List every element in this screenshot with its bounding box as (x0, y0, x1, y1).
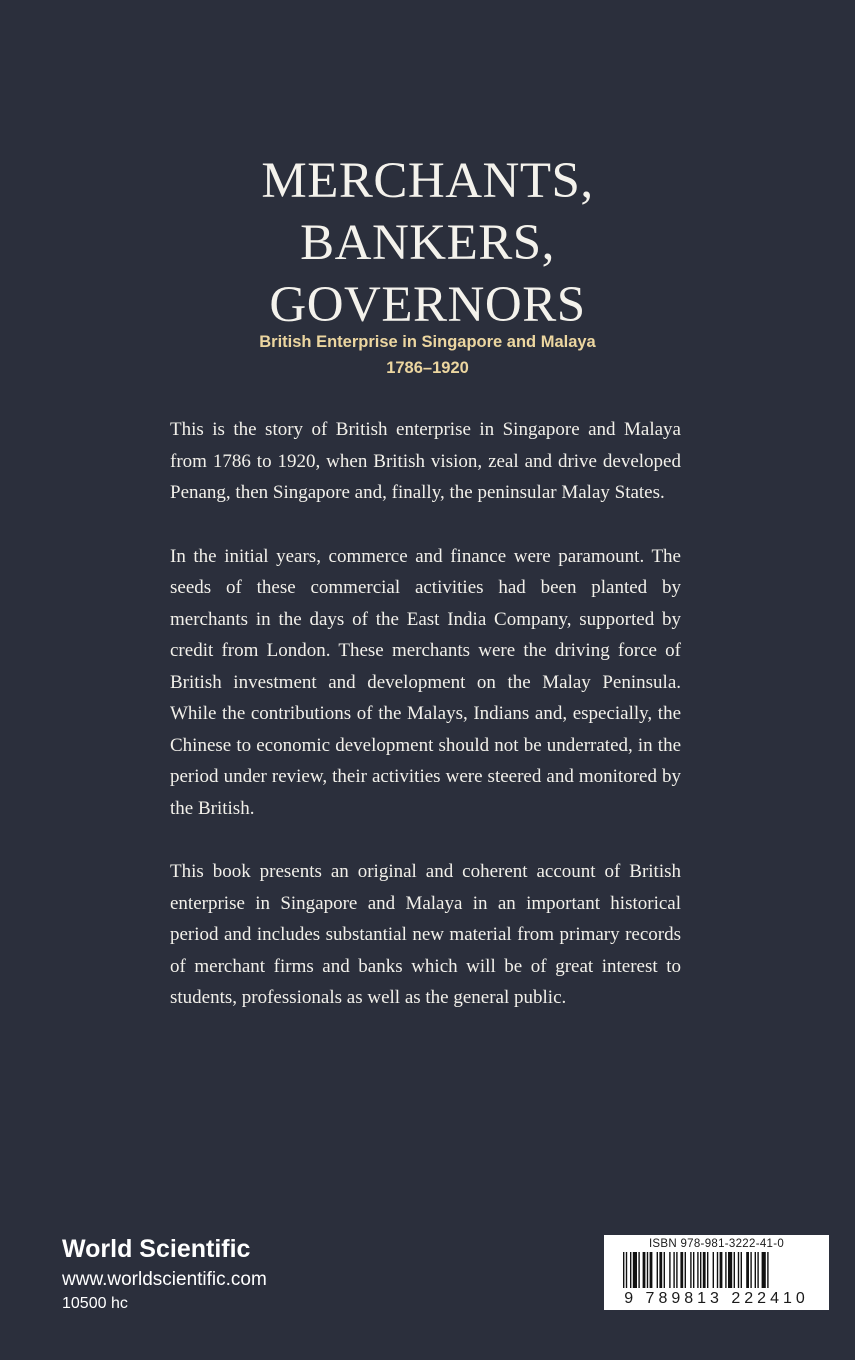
isbn-barcode (604, 1235, 829, 1310)
barcode-bars (609, 1252, 824, 1292)
blurb-paragraph-2: In the initial years, commerce and finance were paramount. The seeds of these commercial activities had been planted by merchants in the days of the East India Company, supported by credit from London. These merchants were the driving force of British investment and development on the Malay Peninsula. While the contributions of the Malays, Indians and, especially, the Chinese to economic development should not be underrated, in the period under review, their activities were steered and monitored by the British. (170, 545, 681, 819)
title-line-1: MERCHANTS, (261, 153, 594, 209)
publisher-block (62, 1234, 267, 1315)
book-title (0, 150, 855, 336)
subtitle-years: 1786–1920 (386, 359, 469, 377)
book-subtitle (0, 329, 855, 381)
title-line-3: GOVERNORS (269, 277, 586, 333)
blurb-paragraph-3: This book presents an original and coherent account of British enterprise in Singapore and Malaya in an important historical period and includes substantial new material from primary records of merchant firms and banks which will be of great interest to students, professionals as well as the general public. (170, 861, 681, 1008)
barcode-number: 9 789813 222410 (624, 1290, 809, 1307)
blurb-paragraph-1: This is the story of British enterprise in Singapore and Malaya from 1786 to 1920, when British vision, zeal and drive developed Penang, then Singapore and, finally, the peninsular Malay States. (170, 419, 681, 503)
book-blurb (170, 414, 681, 1046)
publisher-name: World Scientific (62, 1235, 251, 1263)
publisher-url: www.worldscientific.com (62, 1269, 267, 1290)
publisher-code: 10500 hc (62, 1295, 128, 1312)
subtitle-text: British Enterprise in Singapore and Malaya (259, 333, 596, 351)
isbn-label: ISBN 978-981-3222-41-0 (648, 1238, 785, 1250)
title-line-2: BANKERS, (300, 215, 555, 271)
